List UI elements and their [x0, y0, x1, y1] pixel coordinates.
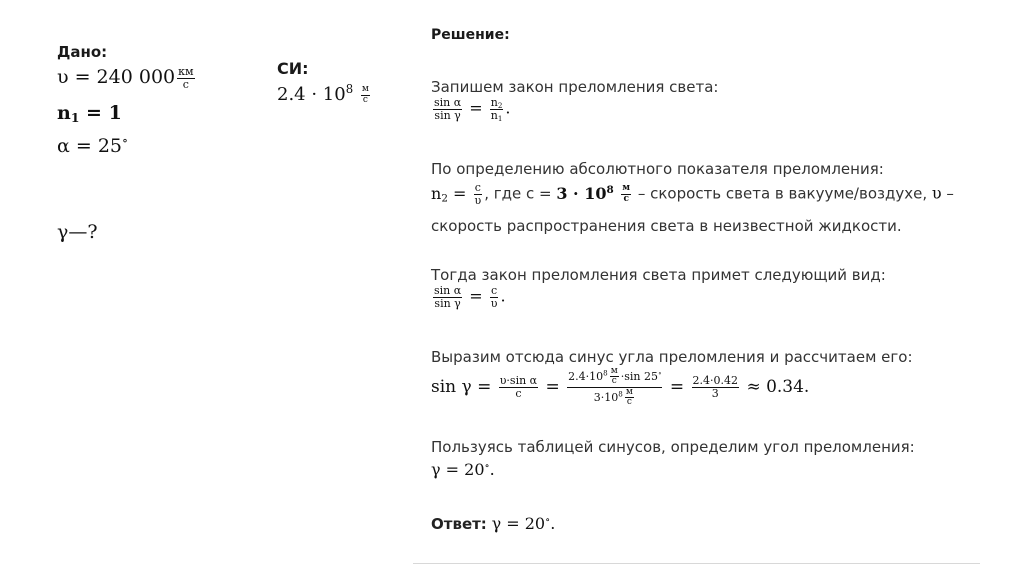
- gamma-value: γ = 20: [431, 460, 485, 479]
- si-unit: [361, 85, 370, 105]
- step4-text: Выразим отсюда синус угла преломления и рассчитаем его:: [431, 348, 913, 366]
- velocity-unit: [177, 66, 194, 90]
- degree-symbol: ∘: [484, 459, 490, 472]
- si-unit-numerator: м: [361, 84, 369, 95]
- si-velocity: [277, 81, 372, 105]
- si-exponent: 8: [345, 81, 354, 96]
- n2-equation: $n_2$ = $\frac{c}{\upsilon}$: [431, 181, 482, 207]
- snell-law-equation: $\frac{\text{sin α}}{\text{sin γ}}$ = $\frac{n_2}{n_1}$ .: [434, 96, 511, 123]
- n1-subscript: 1: [70, 110, 80, 126]
- si-header: СИ:: [277, 59, 309, 78]
- answer-label: Ответ:: [431, 515, 487, 533]
- given-header: Дано:: [57, 43, 108, 61]
- divider-line: [413, 563, 980, 564]
- unit-denominator: с: [182, 77, 189, 91]
- n1-value: = 1: [79, 102, 122, 124]
- gamma-result: [431, 460, 495, 479]
- unit-numerator: км: [178, 65, 194, 78]
- answer: [431, 514, 555, 533]
- c-description: – скорость света в вакууме/воздухе,: [633, 184, 932, 203]
- where-c: , где с =: [484, 184, 557, 203]
- solution-header: Решение:: [431, 27, 510, 43]
- step5-text: Пользуясь таблицей синусов, определим угол преломления:: [431, 438, 915, 456]
- v-symbol: υ: [931, 183, 942, 203]
- degree-symbol: ∘: [122, 133, 129, 148]
- step2-text: По определению абсолютного показателя преломления:: [431, 160, 884, 178]
- answer-equation: γ = 20∘.: [491, 513, 556, 533]
- step2-line2: скорость распространения света в неизвестной жидкости.: [431, 217, 902, 235]
- si-value: 2.4 · 10: [277, 84, 346, 105]
- step1-text: Запишем закон преломления света:: [431, 78, 719, 96]
- alpha-value: α = 25: [57, 135, 123, 157]
- c-value: $3 \cdot 10^8$ $\frac{м}{с}$: [556, 183, 631, 204]
- dash: –: [941, 184, 954, 203]
- si-unit-denominator: с: [362, 94, 368, 105]
- n1-symbol: n: [57, 102, 71, 124]
- step2-definition: [431, 182, 954, 206]
- snell-law-velocity-equation: $\frac{\text{sin α}}{\text{sin γ}}$ = $\frac{c}{\upsilon}$ .: [434, 284, 506, 310]
- period: .: [489, 460, 495, 479]
- given-velocity: [57, 66, 197, 90]
- sin-gamma-calculation: sin γ = $\frac{\text{υ·sin α}}{c}$ = $2.4\cdot 10^8$ $\frac{м}{с}$ ·sin 25∘ $3\cdot 10^8$ $\frac{м}{с}$ = $\frac{2.4\cdot 0.42}{3}$ ≈ 0.34.: [431, 366, 810, 408]
- find-gamma: γ—?: [57, 221, 98, 243]
- given-alpha: [57, 135, 128, 157]
- step3-text: Тогда закон преломления света примет следующий вид:: [431, 266, 886, 284]
- velocity-value: υ = 240 000: [57, 66, 176, 89]
- sin-gamma-result: ≈ 0.34.: [746, 376, 810, 397]
- given-n1: [57, 102, 122, 124]
